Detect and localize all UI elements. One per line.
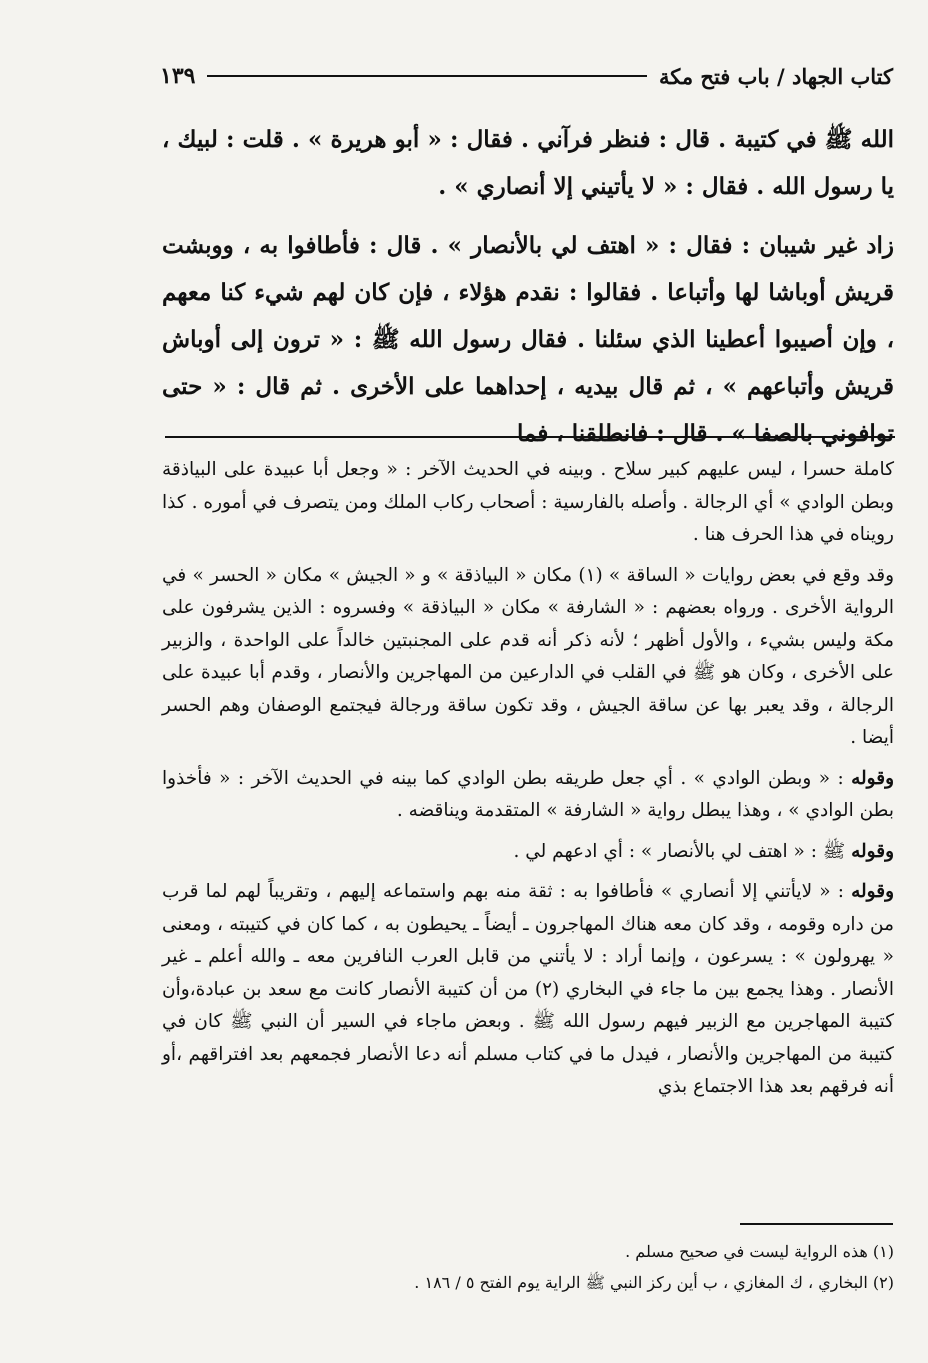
commentary-paragraph: [162, 876, 894, 1104]
commentary-lead: وقوله: [851, 840, 894, 862]
commentary-text: : « لايأتني إلا أنصاري » فأطافوا به : ثقة منه بهم واستماعه إليهم ، وتقريباً لهم لما قرب من داره وقومه ، وقد كان معه هناك المهاجرون ـ أيضاً ـ يحيطون به ، كما كان في كتيبته ، ومعنى « يهرولون » : يسرعون ، وإنما أراد : لا يأتني من قابل العرب النافرين معه ـ والله أعلم ـ غير الأنصار . وهذا يجمع بين ما جاء في البخاري (٢) من أن كتيبة الأنصار كانت مع سعد بن عبادة،وأن كتيبة المهاجرين مع الزبير فيهم رسول الله ﷺ . وبعض ماجاء في السير أن النبي ﷺ كان في كتيبة من المهاجرين والأنصار ، فيدل ما في كتاب مسلم أنه دعا الأنصار فجمعهم بعد افتراقهم ،أو أنه فرقهم بعد هذا الاجتماع بذي: [162, 881, 894, 1097]
footnotes: [162, 1236, 894, 1298]
running-title: كتاب الجهاد / باب فتح مكة: [659, 63, 893, 89]
header-rule: [207, 75, 647, 77]
hadith-paragraph: زاد غير شيبان : فقال : « اهتف لي بالأنصار » . قال : فأطافوا به ، ووبشت قريش أوباشا لها وأتباعا . فقالوا : نقدم هؤلاء ، فإن كان لهم شيء كنا معهم ، وإن أصيبوا أعطينا الذي سئلنا . فقال رسول الله ﷺ : « ترون إلى أوباش قريش وأتباعهم » ، ثم قال بيديه ، إحداهما على الأخرى . ثم قال : « حتى توافوني بالصفا » . قال : فانطلقنا ، فما: [162, 232, 894, 447]
commentary-lead: وقوله: [851, 767, 894, 789]
page-header: [160, 58, 893, 94]
commentary: [162, 454, 894, 1112]
commentary-paragraph: [162, 836, 894, 869]
commentary-lead: وقوله: [851, 881, 894, 902]
text-commentary-divider: [165, 436, 895, 438]
footnote-divider: [740, 1223, 893, 1225]
commentary-paragraph: [162, 763, 894, 828]
hadith-text: [162, 116, 894, 469]
footnote: (٢) البخاري ، ك المغازي ، ب أين ركز النبي ﷺ الراية يوم الفتح ٥ / ١٨٦ .: [414, 1273, 894, 1292]
footnote: (١) هذه الرواية ليست في صحيح مسلم .: [625, 1242, 894, 1261]
commentary-text: : « وبطن الوادي » . أي جعل طريقه بطن الوادي كما بينه في الحديث الآخر : « فأخذوا بطن الوادي » ، وهذا يبطل رواية « الشارفة » المتقدمة ويناقضه .: [162, 767, 894, 821]
commentary-paragraph: [162, 560, 894, 755]
commentary-text: كاملة حسرا ، ليس عليهم كبير سلاح . وبينه في الحديث الآخر : « وجعل أبا عبيدة على البياذقة وبطن الوادي » أي الرجالة . وأصله بالفارسية : أصحاب ركاب الملك ومن يتصرف في أموره . كذا رويناه في هذا الحرف هنا .: [162, 459, 894, 545]
commentary-paragraph: [162, 454, 894, 552]
commentary-text: ﷺ : « اهتف لي بالأنصار » : أي ادعهم لي .: [513, 840, 852, 862]
commentary-text: وقد وقع في بعض روايات « الساقة » (١) مكان « البياذقة » و « الجيش » مكان « الحسر » في الرواية الأخرى . ورواه بعضهم : « الشارفة » مكان « البياذقة » وفسروه : الذين يشرفون على مكة وليس بشيء ، والأول أظهر ؛ لأنه ذكر أنه قدم على المجنبتين خالداً على الواحدة ، والزبير على الأخرى ، وكان هو ﷺ في القلب في الدارعين من المهاجرين والأنصار ، وقدم أبا عبيدة على الرجالة ، وقد يعبر بها عن ساقة الجيش ، وقد تكون ساقة ورجالة فيجتمع الوصفان وهم الحسر أيضا .: [162, 564, 894, 748]
page-number: ١٣٩: [160, 63, 196, 89]
hadith-paragraph: الله ﷺ في كتيبة . قال : فنظر فرآني . فقال : « أبو هريرة » . قلت : لبيك ، يا رسول الله . فقال : « لا يأتيني إلا أنصاري » .: [162, 126, 894, 200]
